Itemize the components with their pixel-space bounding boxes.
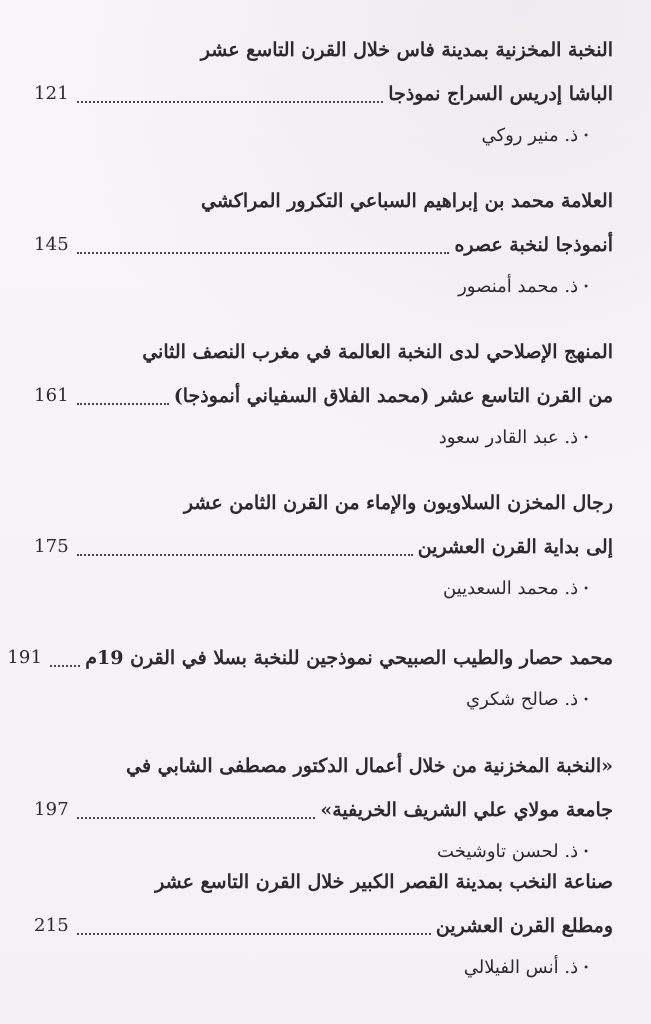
entry-title-last-line — [34, 904, 613, 948]
dot-leader — [77, 251, 449, 254]
bullet-icon: • — [583, 846, 589, 858]
dot-leader — [77, 932, 431, 935]
page-number: 161 — [34, 385, 69, 407]
author-name: ذ. صالح شكري — [465, 688, 579, 710]
dot-leader — [77, 553, 413, 556]
page-number: 175 — [34, 536, 69, 558]
entry-title-line: رجال المخزن السلاويون والإماء من القرن الثامن عشر — [183, 491, 613, 514]
dot-leader — [77, 100, 383, 103]
entry-title-line: من القرن التاسع عشر (محمد الفلاق السفياني أنموذجا) — [173, 384, 613, 407]
entry-title-line: ومطلع القرن العشرين — [435, 914, 613, 937]
toc-entry — [7, 636, 613, 718]
author-name: ذ. منير روكي — [481, 124, 579, 146]
entry-title-line: أنموذجا لنخبة عصره — [454, 233, 613, 256]
entry-author — [34, 948, 613, 986]
page-number: 191 — [7, 647, 43, 669]
bullet-icon: • — [583, 583, 589, 595]
entry-title-line: إلى بداية القرن العشرين — [417, 535, 613, 558]
author-name: ذ. أنس الفيلالي — [463, 956, 579, 978]
bullet-icon: • — [583, 432, 589, 444]
entry-title-line: النخبة المخزنية بمدينة فاس خلال القرن التاسع عشر — [200, 38, 613, 61]
dot-leader — [77, 816, 315, 819]
page-number: 215 — [34, 915, 69, 937]
entry-title-line: العلامة محمد بن إبراهيم السباعي التكرور المراكشي — [201, 189, 613, 212]
entry-title-line: صناعة النخب بمدينة القصر الكبير خلال القرن التاسع عشر — [155, 870, 613, 893]
entry-title-line: «النخبة المخزنية من خلال أعمال الدكتور مصطفى الشابي في — [126, 754, 613, 777]
entry-title-last-line — [34, 72, 613, 116]
entry-title-line: محمد حصار والطيب الصبيحي نموذجين للنخبة بسلا في القرن 19م — [85, 646, 613, 669]
toc-entry — [34, 860, 613, 986]
entry-title-last-line — [34, 223, 613, 267]
dot-leader — [77, 402, 169, 405]
toc-entry — [34, 179, 613, 305]
entry-title-line: الباشا إدريس السراج نموذجا — [388, 82, 613, 105]
entry-author — [34, 418, 613, 456]
toc-entry — [34, 330, 613, 456]
entry-author — [34, 680, 613, 718]
bullet-icon: • — [583, 694, 589, 706]
bullet-icon: • — [583, 962, 589, 974]
entry-title-last-line — [34, 788, 613, 832]
entry-title-last-line — [7, 636, 613, 680]
page-number: 145 — [34, 234, 69, 256]
dot-leader — [50, 664, 80, 667]
toc-entry — [34, 481, 613, 607]
page-number: 121 — [34, 83, 69, 105]
author-name: ذ. محمد أمنصور — [458, 275, 579, 297]
entry-author — [34, 267, 613, 305]
author-name: ذ. عبد القادر سعود — [438, 426, 579, 448]
toc-entry — [34, 744, 613, 870]
entry-title-last-line — [34, 525, 613, 569]
author-name: ذ. لحسن تاوشيخت — [437, 840, 579, 862]
entry-author — [34, 569, 613, 607]
author-name: ذ. محمد السعديين — [442, 577, 579, 599]
page-number: 197 — [34, 799, 69, 821]
entry-title-line: المنهج الإصلاحي لدى النخبة العالمة في مغرب النصف الثاني — [142, 340, 613, 363]
entry-title-line: جامعة مولاي علي الشريف الخريفية» — [320, 798, 613, 821]
bullet-icon: • — [583, 130, 589, 142]
toc-entry — [34, 28, 613, 154]
entry-author — [34, 116, 613, 154]
bullet-icon: • — [583, 281, 589, 293]
entry-title-last-line — [34, 374, 613, 418]
